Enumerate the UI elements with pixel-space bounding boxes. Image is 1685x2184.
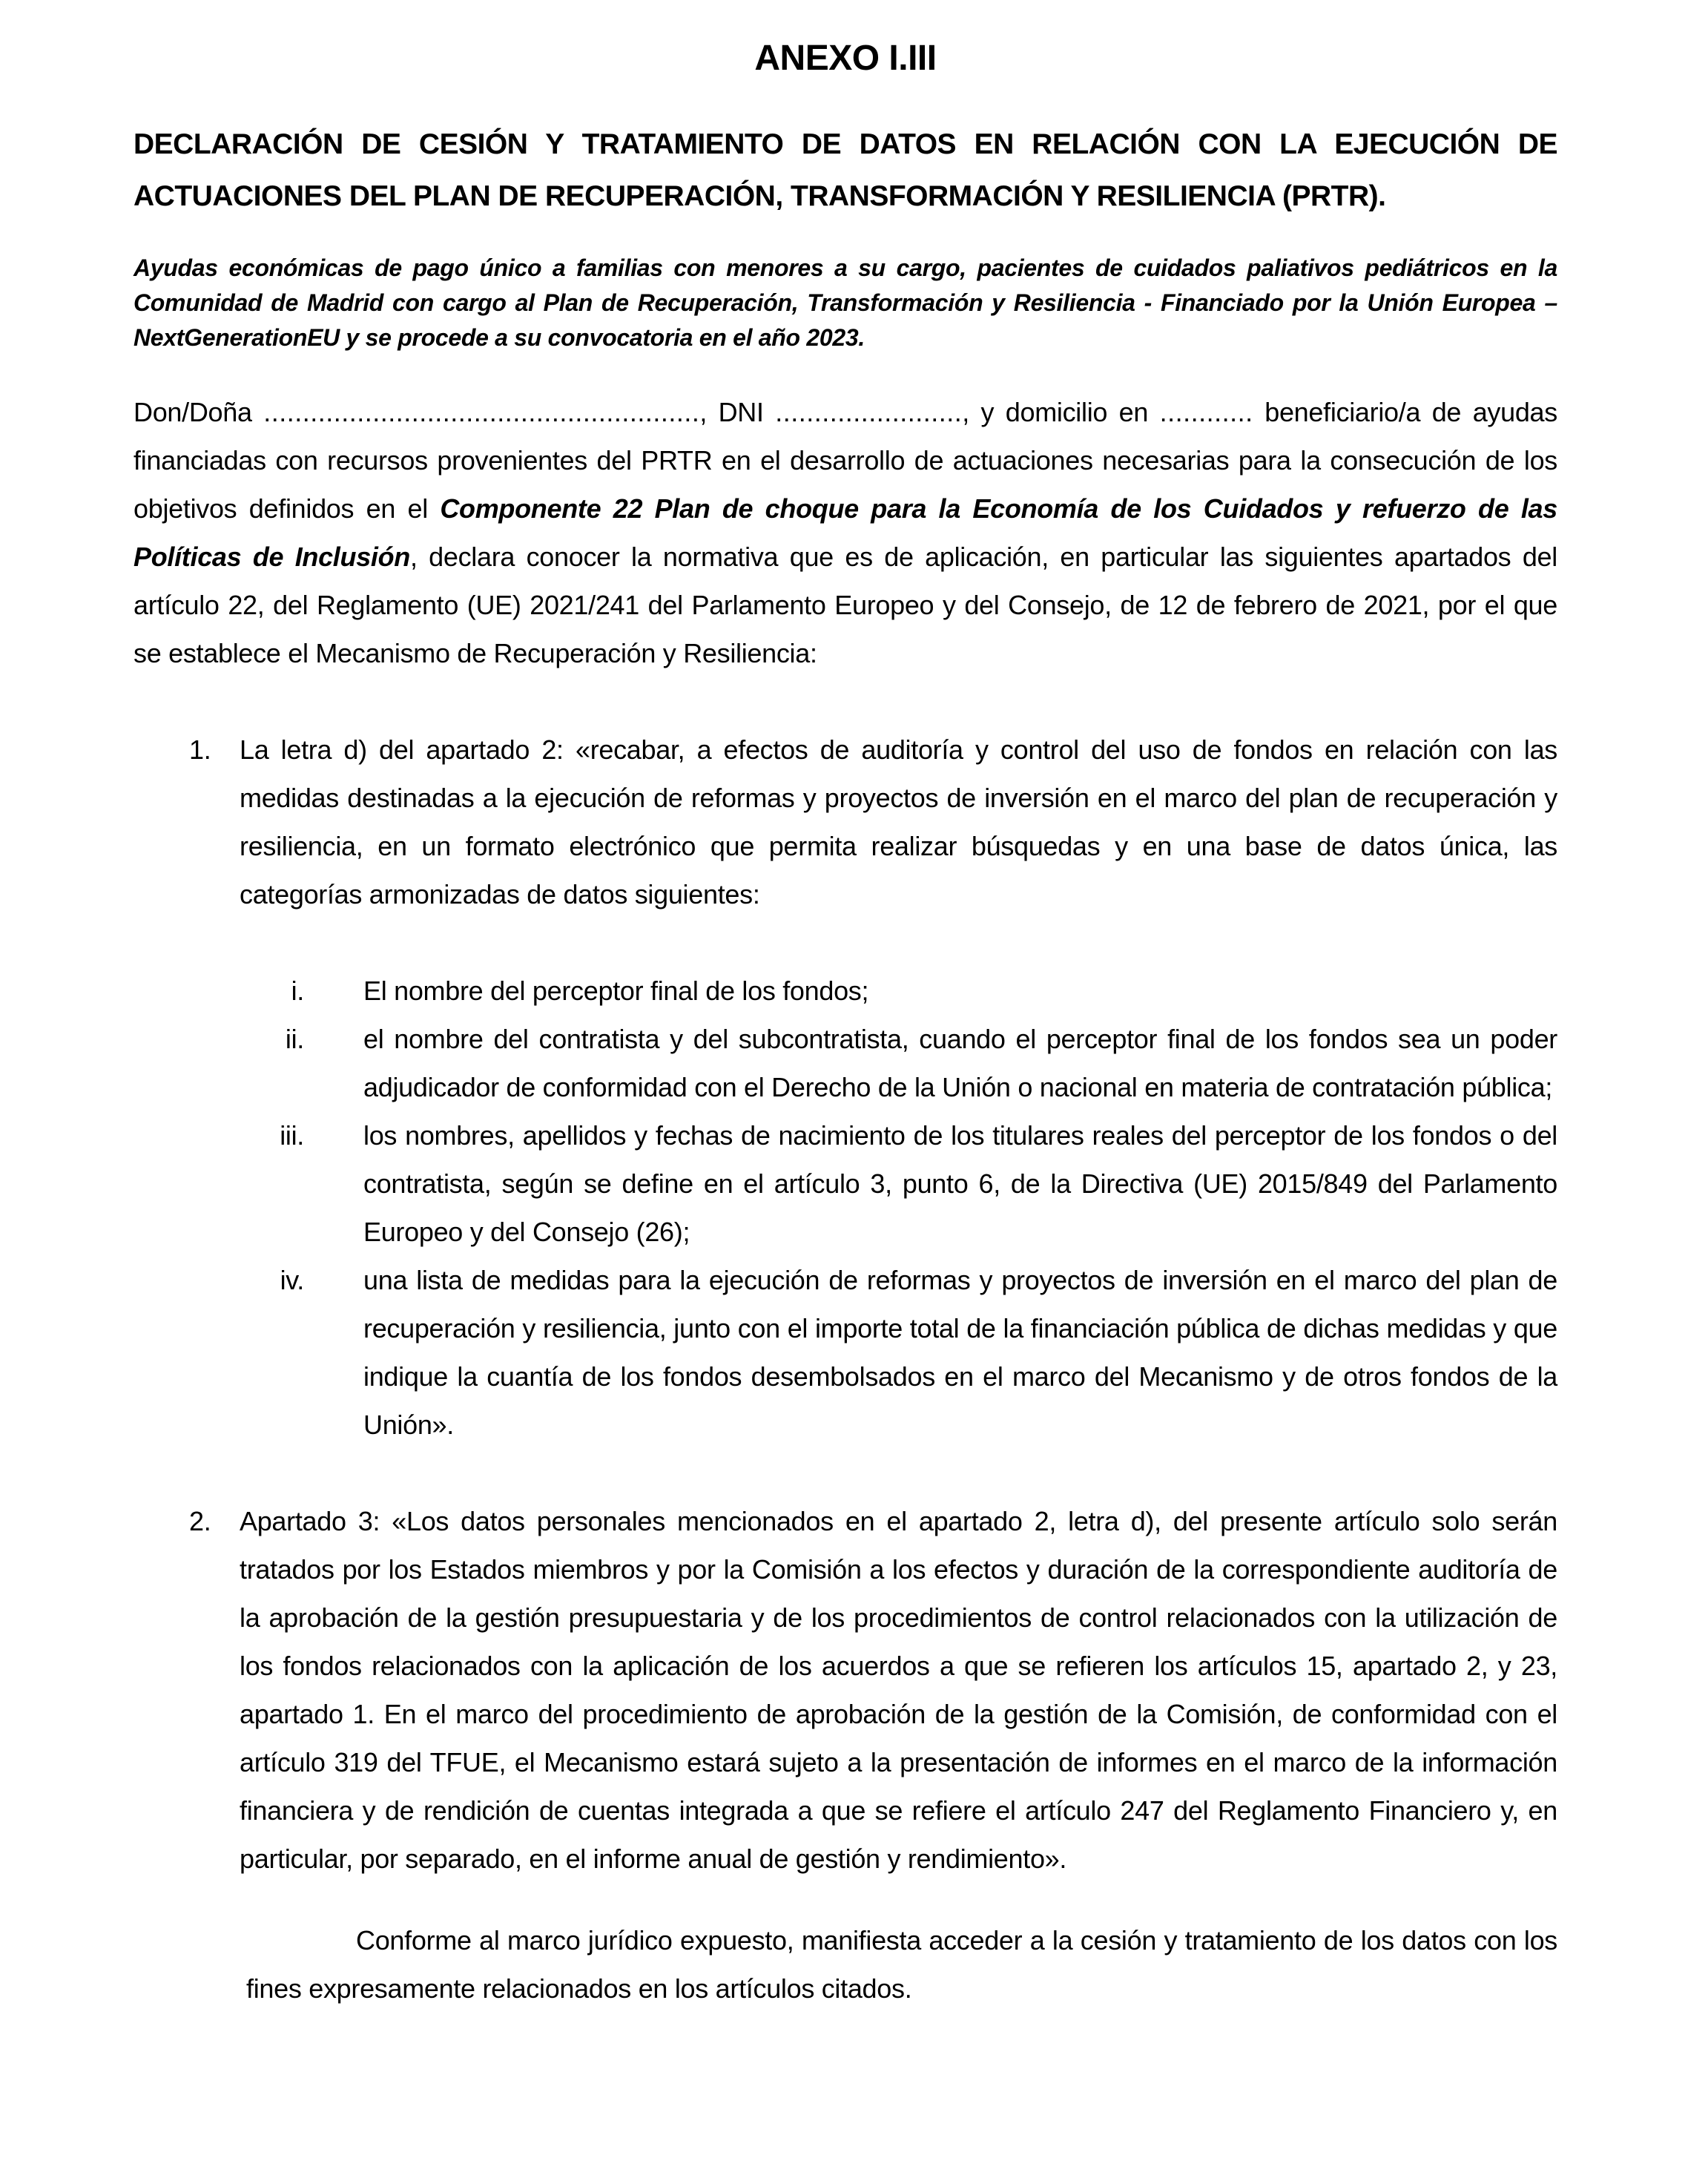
roman-item-iv-text: una lista de medidas para la ejecución de reformas y proyectos de inversión en el marco del plan de recuperación y resiliencia, junto con el importe total de la financiación pública de dichas medidas y que indique la cuantía de los fondos desembolsados en el marco del Mecanismo y de otros fondos de la Unión». xyxy=(363,1264,1557,1440)
roman-marker-i: i. xyxy=(291,975,304,1006)
list-marker-1: 1. xyxy=(189,734,211,765)
numbered-list-item-1 xyxy=(133,726,1557,918)
list-item-2-text: Apartado 3: «Los datos personales mencionados en el apartado 2, letra d), del presente artículo solo serán tratados por los Estados miembros y por la Comisión a los efectos y duración de la correspondiente auditoría de la aprobación de la gestión presupuestaria y de los procedimientos de control relacionados con la utilización de los fondos relacionados con la aplicación de los acuerdos a que se refieren los artículos 15, apartado 2, y 23, apartado 1. En el marco del procedimiento de aprobación de la gestión de la Comisión, de conformidad con el artículo 319 del TFUE, el Mecanismo estará sujeto a la presentación de informes en el marco de la información financiera y de rendición de cuentas integrada a que se refiere el artículo 247 del Reglamento Financiero y, en particular, por separado, en el informe anual de gestión y rendimiento». xyxy=(240,1505,1557,1874)
intro-segment-name-label: Don/Doña xyxy=(133,396,264,427)
document-heading: DECLARACIÓN DE CESIÓN Y TRATAMIENTO DE DATOS EN RELACIÓN CON LA EJECUCIÓN DE ACTUACIONES DEL PLAN DE RECUPERACIÓN, TRANSFORMACIÓN Y RESILIENCIA (PRTR). xyxy=(133,128,1557,212)
roman-item-iii-text: los nombres, apellidos y fechas de nacimiento de los titulares reales del perceptor de los fondos o del contratista, según se define en el artículo 3, punto 6, de la Directiva (UE) 2015/849 del Parlamento Europeo y del Consejo (26); xyxy=(363,1119,1557,1247)
roman-sublist xyxy=(133,967,1557,1449)
component-22-emphasis: Componente 22 Plan de choque para la Economía de los Cuidados y refuerzo de las Políticas de Inclusión xyxy=(133,493,1557,572)
roman-marker-iii: iii. xyxy=(280,1119,304,1151)
page-title: ANEXO I.III xyxy=(754,39,937,78)
name-blank-field: ........................................................ xyxy=(263,396,700,427)
intro-segment-address-label: , y domicilio en xyxy=(962,396,1160,427)
roman-list-item-ii xyxy=(133,1015,1557,1111)
intro-segment-dni-label: , DNI xyxy=(699,396,776,427)
roman-list-item-i xyxy=(133,967,1557,1015)
roman-item-i-text: El nombre del perceptor final de los fondos; xyxy=(363,975,869,1006)
list-marker-2: 2. xyxy=(189,1505,211,1536)
closing-paragraph: Conforme al marco jurídico expuesto, manifiesta acceder a la cesión y tratamiento de los datos con los fines expresamente relacionados en los artículos citados. xyxy=(246,1924,1557,2004)
list-item-1-text: La letra d) del apartado 2: «recabar, a efectos de auditoría y control del uso de fondos en relación con las medidas destinadas a la ejecución de reformas y proyectos de inversión en el marco del plan de recuperación y resiliencia, en un formato electrónico que permita realizar búsquedas y en una base de datos única, las categorías armonizadas de datos siguientes: xyxy=(240,734,1557,910)
address-blank-field: ............ xyxy=(1159,396,1253,427)
roman-item-ii-text: el nombre del contratista y del subcontratista, cuando el perceptor final de los fondos sea un poder adjudicador de conformidad con el Derecho de la Unión o nacional en materia de contratación pública; xyxy=(363,1023,1557,1102)
dni-blank-field: ........................ xyxy=(775,396,963,427)
roman-marker-iv: iv. xyxy=(280,1264,304,1295)
declaration-intro-paragraph xyxy=(133,388,1557,677)
program-subheading: Ayudas económicas de pago único a familias con menores a su cargo, pacientes de cuidados paliativos pediátricos en la Comunidad de Madrid con cargo al Plan de Recuperación, Transformación y Resiliencia - Financiado por la Unión Europea – NextGenerationEU y se procede a su convocatoria en el año 2023. xyxy=(133,254,1557,351)
intro-segment-body: beneficiario/a de ayudas financiadas con recursos provenientes del PRTR en el desarrollo de actuaciones necesarias para la consecución de los objetivos definidos en el xyxy=(133,396,1557,524)
intro-segment-normativa: , declara conocer la normativa que es de aplicación, en particular las siguientes apartados del artículo 22, del Reglamento (UE) 2021/241 del Parlamento Europeo y del Consejo, de 12 de febrero de 2021, por el que se establece el Mecanismo de Recuperación y Resiliencia: xyxy=(133,541,1557,668)
numbered-list-item-2 xyxy=(133,1497,1557,1883)
roman-list-item-iv xyxy=(133,1256,1557,1449)
roman-marker-ii: ii. xyxy=(285,1023,304,1054)
roman-list-item-iii xyxy=(133,1111,1557,1256)
